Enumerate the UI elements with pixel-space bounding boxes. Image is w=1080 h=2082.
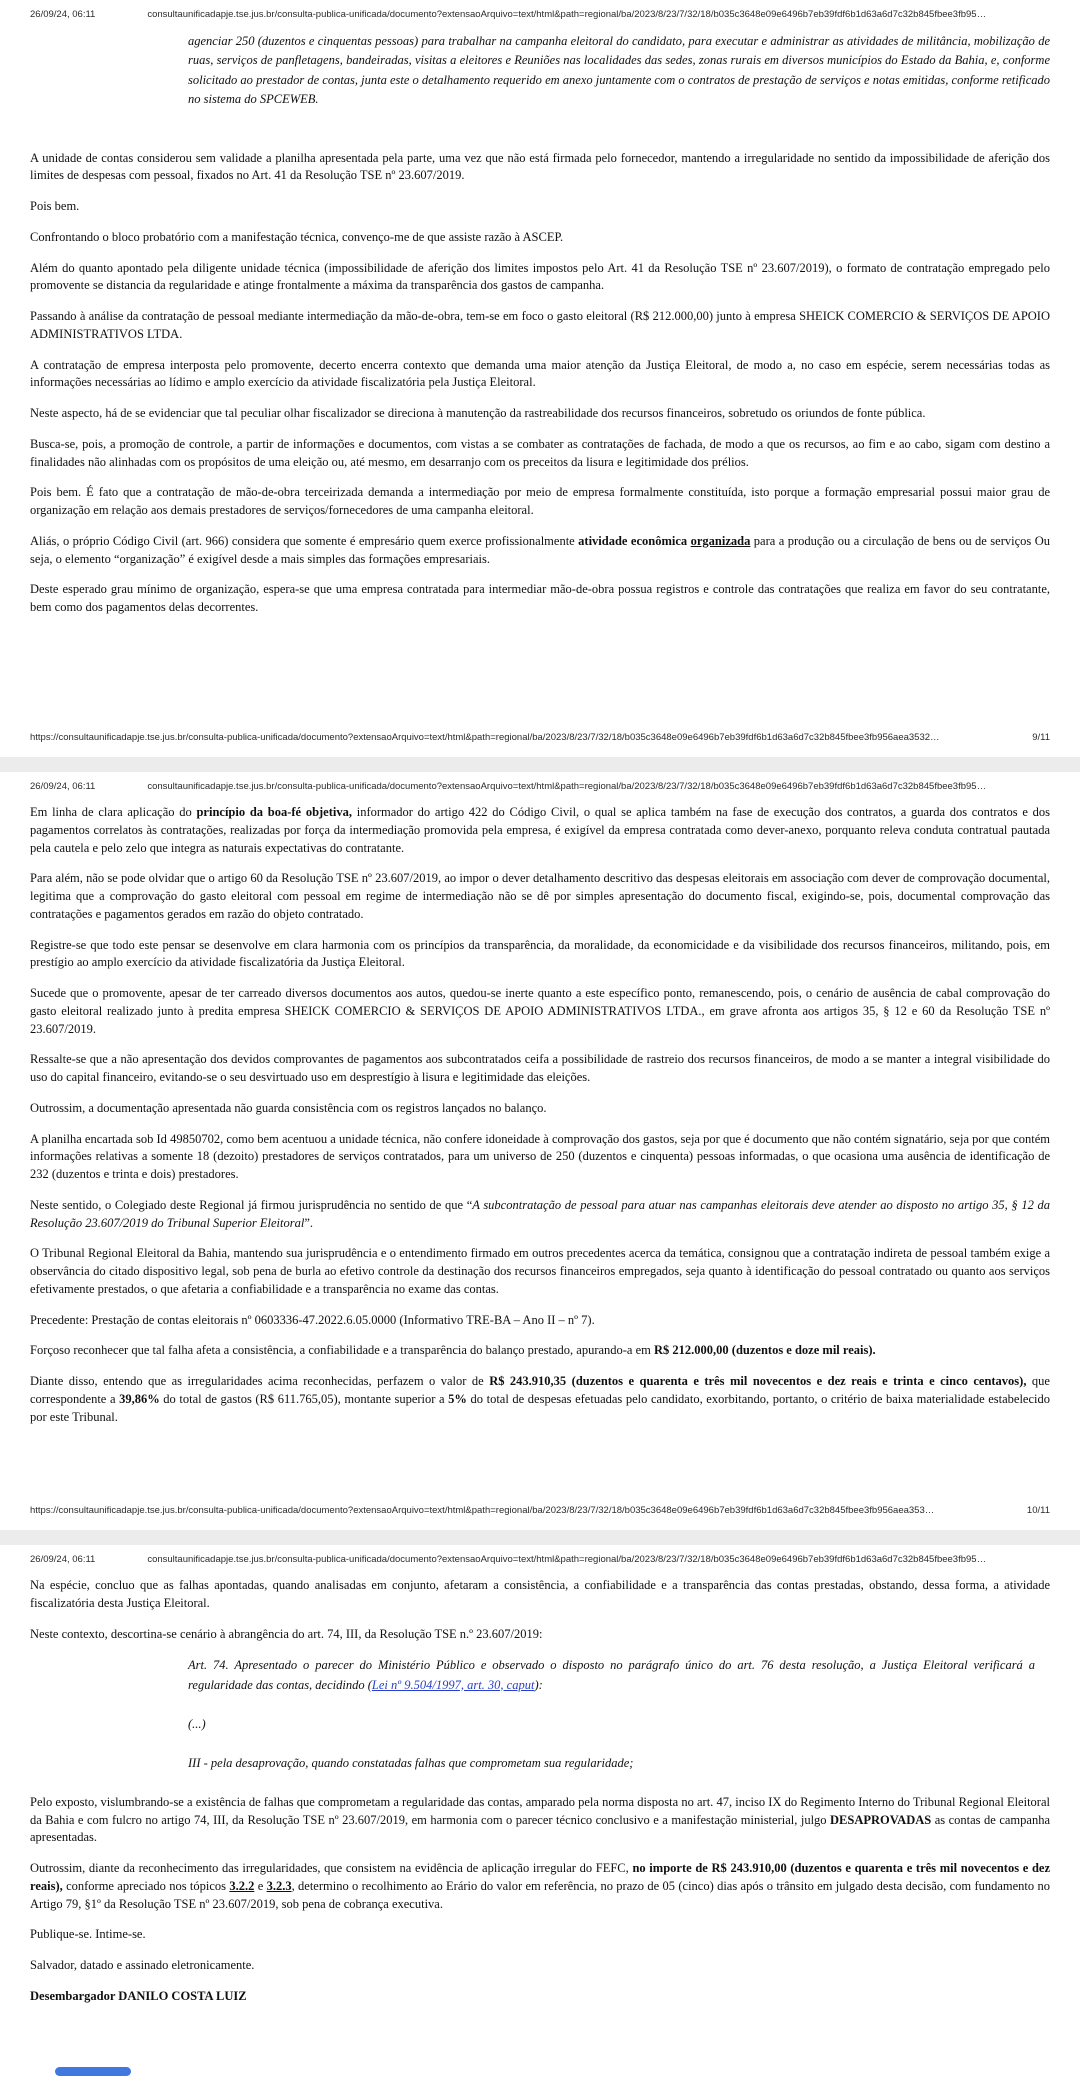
- text-run: Precedente: Prestação de contas eleitorais nº 0603336-47.2022.6.05.0000 (Informativo TRE-BA – Ano II – nº 7).: [30, 1312, 595, 1327]
- paragraph: [30, 357, 1050, 393]
- text-run: R$ 243.910,35 (duzentos e quarenta e três mil novecentos e dez reais e trinta e cinco centavos),: [489, 1374, 1027, 1388]
- text-run: Confrontando o bloco probatório com a manifestação técnica, convenço-me de que assiste razão à ASCEP.: [30, 229, 564, 244]
- paragraph: [30, 1131, 1050, 1184]
- paragraph: [30, 533, 1050, 569]
- text-run: para a produção ou a circulação de bens ou de serviços Ou seja, o elemento “organização” é exigível desde a mais simples das formações empresariais.: [30, 533, 1050, 566]
- print-header: [30, 1545, 1050, 1577]
- text-run: DESAPROVADAS: [830, 1812, 932, 1827]
- header-url: consultaunificadapje.tse.jus.br/consulta-publica-unificada/documento?extensaoArquivo=text/html&path=regional/ba/2023/8/23/7/32/18/b035c3648e09e6496b7eb39fdf6b1d63a6d7c32b845fbee3fb95…: [147, 781, 987, 792]
- document-page-2: [0, 772, 1080, 1530]
- block-quote: [188, 32, 1050, 110]
- text-run: A planilha encartada sob Id 49850702, como bem acentuou a unidade técnica, não confere idoneidade à comprovação dos gastos, seja por que é documento que não contém signatário, seja por que contém informações relativas a somente 18 (dezoito) prestadores de serviços contratados, para um universo de 250 (duzentos e cinquenta) pessoas informadas, o que ocasiona uma ausência de identificação de 232 (duzentos e trinta e dois) prestadores.: [30, 1131, 1050, 1181]
- text-run: atividade econômica: [578, 533, 691, 548]
- paragraph: [30, 1342, 1050, 1360]
- paragraph: [30, 870, 1050, 923]
- paragraph: [30, 1312, 1050, 1330]
- scroll-indicator[interactable]: [55, 2067, 131, 2076]
- print-header: [30, 772, 1050, 804]
- text-run: Na espécie, concluo que as falhas apontadas, quando analisadas em conjunto, afetaram a consistência, a confiabilidade e a transparência das contas prestadas, obstando, dessa forma, a atividade fiscalizatória desta Justiça Eleitoral.: [30, 1578, 1050, 1610]
- paragraph: [30, 150, 1050, 186]
- block-quote: [188, 1715, 1035, 1734]
- paragraph: [30, 985, 1050, 1038]
- paragraph: [30, 1988, 1050, 2006]
- text-run: Outrossim, a documentação apresentada não guarda consistência com os registros lançados no balanço.: [30, 1100, 547, 1115]
- text-run: as contas de campanha apresentadas.: [30, 1812, 1050, 1845]
- text-run: organizada: [690, 533, 751, 548]
- text-run: A unidade de contas considerou sem validade a planilha apresentada pela parte, uma vez que não está firmada pelo fornecedor, mantendo a irregularidade no sentido da impossibilidade de aferição dos limites de despesas com pessoal, fixados no Art. 41 da Resolução TSE nº 23.607/2019.: [30, 150, 1050, 183]
- paragraph: [30, 229, 1050, 247]
- text-run: do total de despesas efetuadas pelo candidato, exorbitando, portanto, o critério de baixa materialidade estabelecido por este Tribunal.: [30, 1391, 1050, 1424]
- paragraph: [30, 1373, 1050, 1426]
- text-run: Publique-se. Intime-se.: [30, 1927, 146, 1942]
- text-run: Deste esperado grau mínimo de organização, espera-se que uma empresa contratada para intermediar mão-de-obra possua registros e controle das contratações que realiza em favor do seu contratante, bem como dos pagamentos delas decorrentes.: [30, 582, 1050, 614]
- paragraph: [30, 1197, 1050, 1233]
- paragraph: [30, 1626, 1050, 1644]
- text-run: Busca-se, pois, a promoção de controle, a partir de informações e documentos, com vistas a se combater as contratações de fachada, de modo a que os recursos, ao fim e ao cabo, sigam com destino a finalidades não alinhadas com os propósitos de uma eleição ou, até mesmo, em desarranjo com os preceitos da lisura e legitimidade dos prélios.: [30, 436, 1050, 469]
- text-run: Ressalte-se que a não apresentação dos devidos comprovantes de pagamentos aos subcontratados ceifa a possibilidade de rastreio dos recursos financeiros, de modo a se manter a integral visibilidade do uso do capital financeiro, evitando-se o seu desvirtuado uso em desprestígio à lisura e legitimidade das eleições.: [30, 1052, 1050, 1084]
- text-run: Além do quanto apontado pela diligente unidade técnica (impossibilidade de aferição dos limites impostos pelo Art. 41 da Resolução TSE nº 23.607/2019), o formato de contratação empregado pelo promovente se distancia da regularidade e atinge frontalmente a máxima da transparência dos gastos de campanha.: [30, 260, 1050, 293]
- paragraph: [30, 1577, 1050, 1613]
- text-run: ):: [534, 1677, 543, 1692]
- text-run: Forçoso reconhecer que tal falha afeta a consistência, a confiabilidade e a transparência do balanço prestado, apurando-a em: [30, 1343, 655, 1358]
- text-run: A contratação de empresa interposta pelo promovente, decerto encerra contexto que demanda uma maior atenção da Justiça Eleitoral, de modo a, no caso em espécie, serem necessárias todas as informações necessárias ao lídimo e amplo exercício da atividade fiscalizatória pela Justiça Eleitoral.: [30, 357, 1050, 390]
- paragraph: [30, 1051, 1050, 1087]
- text-run: Passando à análise da contratação de pessoal mediante intermediação da mão-de-obra, tem-se em foco o gasto eleitoral (R$ 212.000,00) junto à empresa SHEICK COMERCIO & SERVIÇOS DE APOIO ADMINISTRATIVOS LTDA.: [30, 309, 1050, 341]
- text-run: Neste aspecto, há de se evidenciar que tal peculiar olhar fiscalizador se direciona à manutenção da rastreabilidade dos recursos financeiros, sobretudo os oriundos de fonte pública.: [30, 406, 926, 420]
- paragraph: [30, 1794, 1050, 1847]
- text-run: Aliás, o próprio Código Civil (art. 966) considera que somente é empresário quem exerce profissionalmente: [30, 533, 579, 548]
- text-run: Pois bem. É fato que a contratação de mão-de-obra terceirizada demanda a intermediação por meio de empresa formalmente constituída, isto porque a formação empresarial possui maior grau de organização em relação aos demais prestadores de serviços/fornecedores de uma campanha eleitoral.: [30, 485, 1050, 517]
- paragraph: [30, 937, 1050, 973]
- header-url: consultaunificadapje.tse.jus.br/consulta-publica-unificada/documento?extensaoArquivo=text/html&path=regional/ba/2023/8/23/7/32/18/b035c3648e09e6496b7eb39fdf6b1d63a6d7c32b845fbee3fb95…: [147, 1554, 987, 1565]
- text-run: agenciar 250 (duzentos e cinquentas pessoas) para trabalhar na campanha eleitoral do candidato, para executar e administrar as atividades de militância, mobilização de ruas, serviços de panfletagens, bandeiradas, visitas a eleitores e Reuniões nas localidades das sedes, zonas rurais em diversos municípios do Estado da Bahia, e, conforme solicitado ao prestador de contas, junta este o detalhamento requerido em anexo juntamente com o contratos de prestação de serviços e notas emitidas, conforme retificado no sistema do SPCEWEB.: [188, 34, 1050, 107]
- text-run: informador do artigo 422 do Código Civil, o qual se aplica também na fase de execução dos contratos, a guarda dos contratos e dos pagamentos correlatos às contratações, realizadas por força da intermediação promovida pela empresa, é exigível da empresa contratada como dever-anexo, porquanto releva conduta contratual pautada pela cautela e pelo zelo que integra as naturais expectativas do contratante.: [30, 805, 1050, 855]
- paragraph: [30, 198, 1050, 216]
- text-run: Pelo exposto, vislumbrando-se a existência de falhas que comprometam a regularidade das contas, amparado pela norma disposta no art. 47, inciso IX do Regimento Interno do Tribunal Regional Eleitoral da Bahia e com fulcro no artigo 74, III, da Resolução TSE nº 23.607/2019, em harmonia com o parecer técnico conclusivo e a manifestação ministerial, julgo: [30, 1794, 1050, 1827]
- paragraph: [30, 1100, 1050, 1118]
- block-quote: [188, 1656, 1035, 1695]
- paragraph: [30, 436, 1050, 472]
- print-header: [30, 0, 1050, 32]
- text-run: e: [254, 1878, 267, 1893]
- paragraph: [30, 405, 1050, 423]
- paragraph: [30, 1860, 1050, 1913]
- paragraph: [30, 804, 1050, 857]
- text-run: conforme apreciado nos tópicos: [62, 1878, 230, 1893]
- document-page-1: [0, 0, 1080, 757]
- paragraph: [30, 1245, 1050, 1298]
- text-run: Em linha de clara aplicação do: [30, 805, 197, 819]
- text-run: Neste sentido, o Colegiado deste Regional já firmou jurisprudência no sentido de que “: [30, 1197, 473, 1212]
- header-date: 26/09/24, 06:11: [30, 1554, 96, 1565]
- print-footer: [30, 722, 1050, 757]
- text-run: Salvador, datado e assinado eletronicamente.: [30, 1958, 255, 1972]
- document-body: [30, 804, 1050, 1439]
- text-run: Desembargador DANILO COSTA LUIZ: [30, 1988, 247, 2003]
- text-run: 3.2.2: [229, 1878, 255, 1893]
- text-run: Diante disso, entendo que as irregularidades acima reconhecidas, perfazem o valor de: [30, 1374, 490, 1388]
- footer-page-number: 10/11: [1026, 1505, 1050, 1516]
- text-run: 39,86%: [119, 1391, 160, 1406]
- document-page-3: [0, 1545, 1080, 2082]
- text-run: no importe de R$ 243.910,00 (duzentos e quarenta e três mil novecentos e dez reais),: [30, 1861, 1051, 1893]
- text-run: R$ 212.000,00 (duzentos e doze mil reais).: [654, 1343, 876, 1358]
- text-run: Para além, não se pode olvidar que o artigo 60 da Resolução TSE nº 23.607/2019, ao impor o dever detalhamento descritivo das despesas eleitorais em associação com dever de comprovação documental, legitima que a comprovação do gasto eleitoral com pessoal em regime de intermediação não se dê por simples apresentação do documento fiscal, exigindo-se, pois, documental comprovação das contratações e pagamentos gerados em razão do objeto contratado.: [30, 871, 1050, 921]
- header-url: consultaunificadapje.tse.jus.br/consulta-publica-unificada/documento?extensaoArquivo=text/html&path=regional/ba/2023/8/23/7/32/18/b035c3648e09e6496b7eb39fdf6b1d63a6d7c32b845fbee3fb95…: [147, 9, 987, 20]
- header-date: 26/09/24, 06:11: [30, 781, 96, 792]
- paragraph: [30, 581, 1050, 617]
- header-date: 26/09/24, 06:11: [30, 9, 96, 20]
- page-separator: [0, 757, 1080, 772]
- text-run: 5%: [448, 1391, 467, 1406]
- text-run: , determino o recolhimento ao Erário do valor em referência, no prazo de 05 (cinco) dias após o trânsito em julgado desta decisão, com fundamento no Artigo 79, §1º da Resolução TSE nº 23.607/2019, sob pena de cobrança executiva.: [30, 1878, 1050, 1911]
- footer-url: https://consultaunificadapje.tse.jus.br/consulta-publica-unificada/documento?extensaoArquivo=text/html&path=regional/ba/2023/8/23/7/32/18/b035c3648e09e6496b7eb39fdf6b1d63a6d7c32b845fbee3fb956aea3532…: [30, 732, 940, 743]
- text-run: O Tribunal Regional Eleitoral da Bahia, mantendo sua jurisprudência e o entendimento firmado em outros precedentes acerca da temática, consignou que a contratação indireta de pessoal também exige a observância do citado dispositivo legal, sob pena de burla ao efetivo controle da destinação dos recursos financeiros empregados, seja quanto à identificação do pessoal contratado ou quanto aos serviços efetivamente prestados, o que afetaria a confiabilidade e a transparência no exame das contas.: [30, 1246, 1050, 1296]
- text-run: princípio da boa-fé objetiva,: [196, 805, 352, 819]
- text-run: A subcontratação de pessoal para atuar nas campanhas eleitorais deve atender ao disposto no artigo 35, § 12 da Resolução 23.607/2019 do Tribunal Superior Eleitoral: [30, 1197, 1050, 1230]
- print-footer: [30, 1495, 1050, 1530]
- footer-url: https://consultaunificadapje.tse.jus.br/consulta-publica-unificada/documento?extensaoArquivo=text/html&path=regional/ba/2023/8/23/7/32/18/b035c3648e09e6496b7eb39fdf6b1d63a6d7c32b845fbee3fb956aea353…: [30, 1505, 935, 1516]
- text-run: Sucede que o promovente, apesar de ter carreado diversos documentos aos autos, quedou-se inerte quanto a este específico ponto, remanescendo, pois, o cenário de ausência de cabal comprovação do gasto eleitoral realizado junto à predita empresa SHEICK COMERCIO & SERVIÇOS DE APOIO ADMINISTRATIVOS LTDA., em grave afronta aos artigos 35, § 12 e 60 da Resolução TSE nº 23.607/2019.: [30, 986, 1050, 1036]
- inline-link[interactable]: Lei nº 9.504/1997, art. 30, caput: [371, 1677, 535, 1692]
- block-quote: [188, 1754, 1035, 1773]
- text-run: Art. 74. Apresentado o parecer do Ministério Público e observado o disposto no parágrafo único do art. 76 desta resolução, a Justiça Eleitoral verificará a regularidade das contas, decidindo (: [188, 1658, 1035, 1692]
- document-body: [30, 32, 1050, 630]
- text-run: 3.2.3: [266, 1878, 292, 1893]
- text-run: que correspondente a: [30, 1374, 1050, 1406]
- text-run: Registre-se que todo este pensar se desenvolve em clara harmonia com os princípios da transparência, da moralidade, da economicidade e da visibilidade dos recursos financeiros, militando, pois, em prestígio ao amplo exercício da atividade fiscalizatória da Justiça Eleitoral.: [30, 937, 1050, 970]
- paragraph: [30, 1957, 1050, 1975]
- text-run: Pois bem.: [30, 199, 80, 213]
- text-run: (...): [188, 1717, 206, 1731]
- paragraph: [30, 484, 1050, 520]
- document-body: [30, 1577, 1050, 2019]
- paragraph: [30, 1926, 1050, 1944]
- footer-page-number: 9/11: [1032, 732, 1050, 743]
- paragraph: [30, 260, 1050, 296]
- text-run: do total de gastos (R$ 611.765,05), montante superior a: [159, 1391, 449, 1406]
- text-run: Neste contexto, descortina-se cenário à abrangência do art. 74, III, da Resolução TSE n.º 23.607/2019:: [30, 1626, 543, 1641]
- paragraph: [30, 308, 1050, 344]
- text-run: III - pela desaprovação, quando constatadas falhas que comprometam sua regularidade;: [188, 1756, 634, 1771]
- text-run: Outrossim, diante da reconhecimento das irregularidades, que consistem na evidência de aplicação irregular do FEFC,: [30, 1861, 633, 1875]
- text-run: ”.: [304, 1215, 313, 1230]
- page-separator: [0, 1530, 1080, 1545]
